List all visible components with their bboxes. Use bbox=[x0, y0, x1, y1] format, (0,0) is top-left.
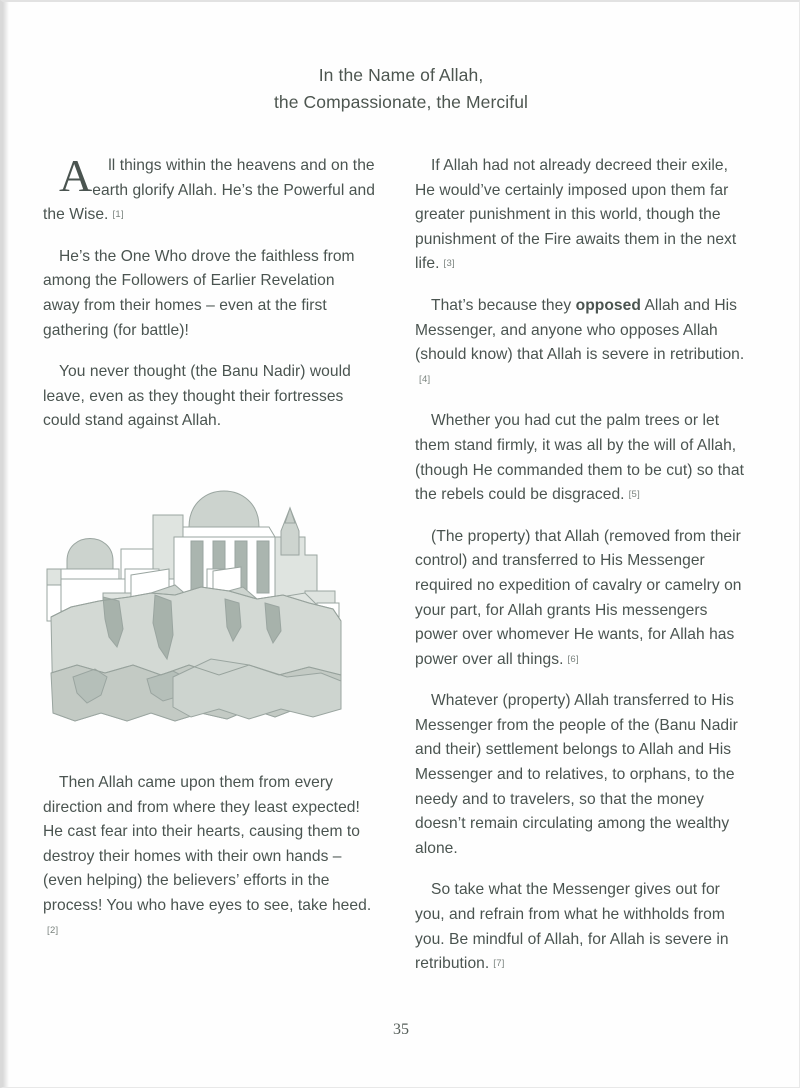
paragraph-1-text: ll things within the heavens and on the earth glorify Allah. He’s the Powerful and the Wise. bbox=[43, 157, 375, 224]
left-column bbox=[43, 150, 375, 984]
footnote-marker-3: [3] bbox=[443, 258, 455, 270]
paragraph-8 bbox=[415, 525, 747, 673]
right-column bbox=[415, 154, 747, 984]
paragraph-9 bbox=[415, 689, 747, 861]
paragraph-6-text-before: That’s because they bbox=[431, 296, 576, 314]
footnote-marker-4: [4] bbox=[419, 373, 431, 385]
illustration-city-skyline bbox=[43, 451, 361, 759]
basmala-line-1: In the Name of Allah, bbox=[318, 65, 484, 85]
paragraph-10-text: So take what the Messenger gives out for you, and refrain from what he withholds from you. Be mindful of Allah, for Allah is severe in retribution. bbox=[415, 881, 729, 973]
paragraph-1 bbox=[43, 150, 375, 228]
paragraph-9-text: Whatever (property) Allah transferred to His Messenger from the people of the (Banu Nadir and their) settlement belongs to Allah and His Messenger and to relatives, to orphans, to the needy and to travelers, so that the money doesn’t remain circulating among the wealthy alone. bbox=[415, 692, 738, 857]
emphasis-opposed: opposed bbox=[575, 296, 641, 314]
page-number: 35 bbox=[393, 1021, 409, 1038]
footnote-marker-2: [2] bbox=[47, 924, 59, 936]
basmala-heading bbox=[3, 62, 799, 116]
paragraph-7 bbox=[415, 409, 747, 507]
footnote-marker-7: [7] bbox=[493, 958, 505, 970]
paragraph-5-text: If Allah had not already decreed their exile, He would’ve certainly imposed upon them far greater punishment in this world, though the punishment of the Fire awaits them in the next life. bbox=[415, 157, 737, 273]
paragraph-4 bbox=[43, 771, 375, 943]
basmala-line-2: the Compassionate, the Merciful bbox=[273, 92, 529, 112]
paragraph-2 bbox=[43, 245, 375, 343]
two-column-body bbox=[43, 150, 759, 984]
footnote-marker-5: [5] bbox=[628, 489, 641, 501]
paragraph-5 bbox=[415, 154, 747, 277]
footnote-marker-1: [1] bbox=[112, 209, 124, 221]
paragraph-6 bbox=[415, 294, 747, 392]
paragraph-7-text: Whether you had cut the palm trees or let them stand firmly, it was all by the will of Allah, (though He commanded them to be cut) so that the rebels could be disgraced. bbox=[415, 412, 744, 504]
paragraph-2-text: He’s the One Who drove the faithless from among the Followers of Earlier Revelation away from their homes – even at the first gathering (for battle)! bbox=[43, 247, 355, 339]
drop-cap-letter: A bbox=[59, 150, 93, 201]
paragraph-4-text: Then Allah came upon them from every direction and from where they least expected! He cast fear into their hearts, causing them to destroy their homes with their own hands – (even helping) the believers’ efforts in the process! You who have eyes to see, take heed. bbox=[43, 773, 372, 914]
paragraph-8-text: (The property) that Allah (removed from their control) and transferred to His Messenger required no expedition of cavalry or camelry on your part, for Allah grants His messengers power over whomever He wants, for Allah has power over all things. bbox=[415, 527, 742, 668]
footnote-marker-6: [6] bbox=[567, 653, 579, 665]
paragraph-3 bbox=[43, 360, 375, 434]
paragraph-3-text: You never thought (the Banu Nadir) would leave, even as they thought their fortresses could stand against Allah. bbox=[43, 363, 351, 430]
paragraph-10 bbox=[415, 878, 747, 976]
paragraph-6-text-after: Allah and His Messenger, and anyone who opposes Allah (should know) that Allah is severe in retribution. bbox=[415, 296, 745, 364]
